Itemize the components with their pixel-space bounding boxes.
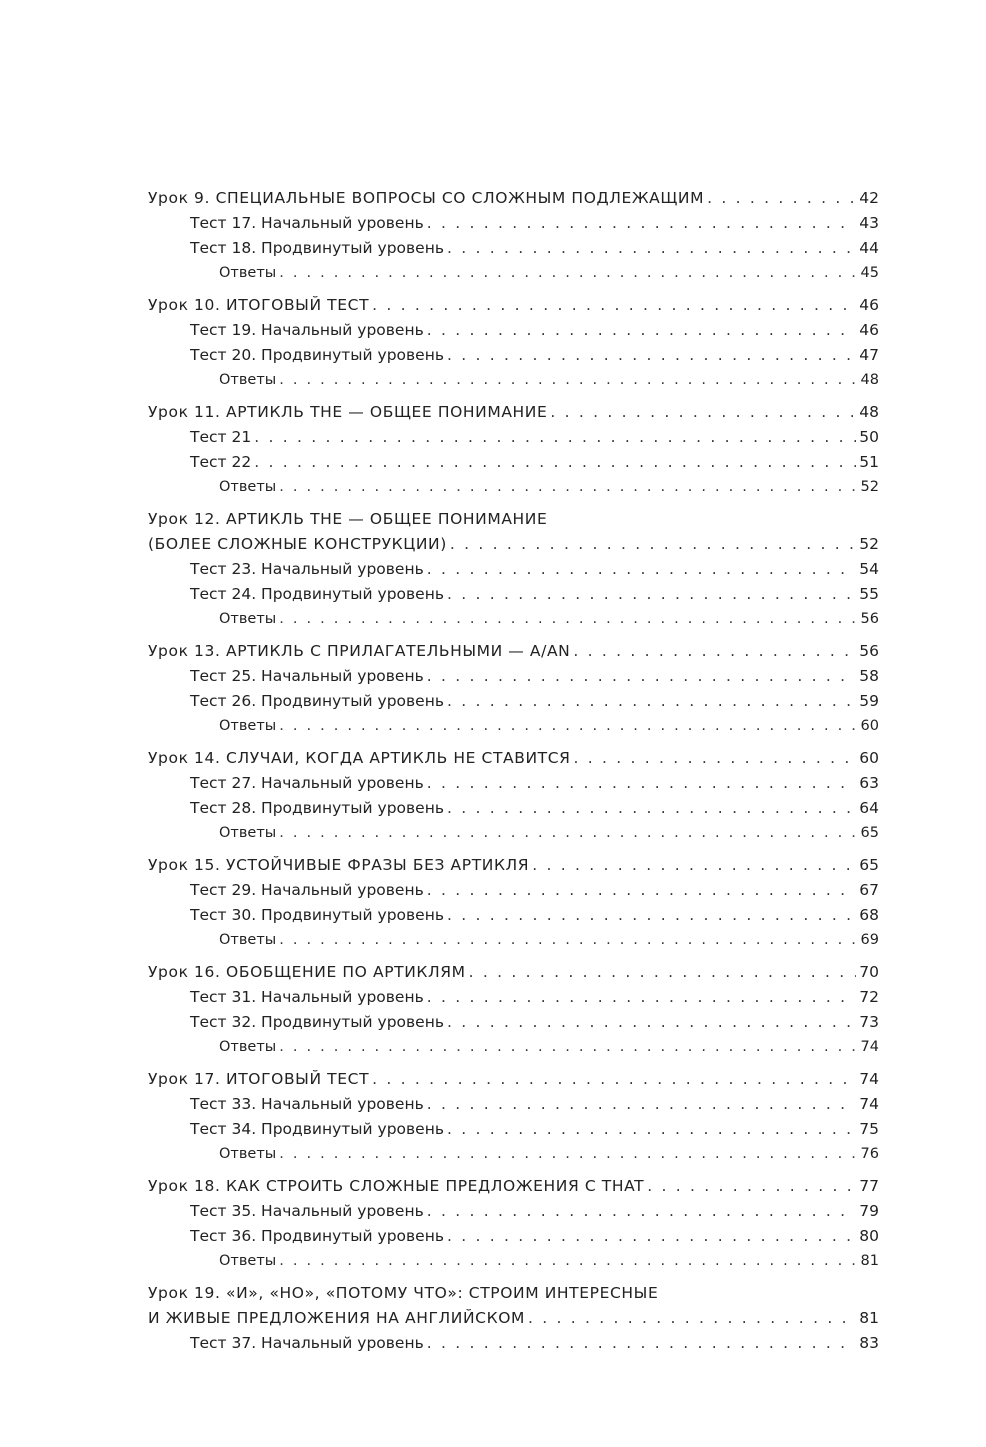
toc-lesson [148,500,879,632]
page-number: 45 [860,265,879,281]
toc-answers-row[interactable] [148,1142,879,1167]
toc-test-row[interactable] [148,664,879,689]
toc-lesson-row[interactable] [148,1306,879,1331]
test-label: Тест 26. Продвинутый уровень [190,692,444,710]
toc-answers-row[interactable] [148,714,879,739]
toc-test-row[interactable] [148,425,879,450]
dot-leader [427,1331,857,1356]
test-label: Тест 21 [190,428,252,446]
toc-lesson [148,632,879,739]
toc-test-row[interactable] [148,1331,879,1356]
page-number: 46 [859,296,879,314]
dot-leader [447,1010,856,1035]
test-label: Тест 33. Начальный уровень [190,1095,424,1113]
dot-leader [427,664,857,689]
test-label: Тест 37. Начальный уровень [190,1334,424,1352]
toc-test-row[interactable] [148,1117,879,1142]
toc-answers-row[interactable] [148,1035,879,1060]
page-number: 79 [859,1202,879,1220]
page-number: 48 [859,403,879,421]
dot-leader [279,1249,857,1274]
test-label: Тест 17. Начальный уровень [190,214,424,232]
test-label: Тест 23. Начальный уровень [190,560,424,578]
page-number: 54 [859,560,879,578]
page-number: 63 [859,774,879,792]
test-label: Тест 35. Начальный уровень [190,1202,424,1220]
dot-leader [550,400,856,425]
test-label: Тест 30. Продвинутый уровень [190,906,444,924]
toc-test-row[interactable] [148,318,879,343]
page-number: 59 [859,692,879,710]
dot-leader [279,1035,857,1060]
toc-lesson-row[interactable] [148,186,879,211]
lesson-title: (БОЛЕЕ СЛОЖНЫЕ КОНСТРУКЦИИ) [148,535,447,553]
test-label: Тест 34. Продвинутый уровень [190,1120,444,1138]
lesson-title: И ЖИВЫЕ ПРЕДЛОЖЕНИЯ НА АНГЛИЙСКОМ [148,1309,525,1327]
toc-test-row[interactable] [148,878,879,903]
dot-leader [647,1174,856,1199]
dot-leader [574,746,857,771]
dot-leader [707,186,856,211]
test-label: Тест 32. Продвинутый уровень [190,1013,444,1031]
page-number: 64 [859,799,879,817]
toc-lesson [148,739,879,846]
answers-label: Ответы [219,265,277,281]
page-number: 74 [859,1095,879,1113]
test-label: Тест 31. Начальный уровень [190,988,424,1006]
toc-lesson [148,1274,879,1356]
dot-leader [254,450,856,475]
toc-test-row[interactable] [148,796,879,821]
page-number: 76 [860,1146,879,1162]
toc-lesson-row[interactable] [148,960,879,985]
toc-lesson-row[interactable] [148,853,879,878]
page-number: 68 [859,906,879,924]
dot-leader [447,236,856,261]
answers-label: Ответы [219,1146,277,1162]
dot-leader [528,1306,856,1331]
page-number: 81 [859,1309,879,1327]
page-number: 43 [859,214,879,232]
page-number: 48 [860,372,879,388]
lesson-title: Урок 16. ОБОБЩЕНИЕ ПО АРТИКЛЯМ [148,963,466,981]
test-label: Тест 27. Начальный уровень [190,774,424,792]
answers-label: Ответы [219,372,277,388]
toc-test-row[interactable] [148,557,879,582]
page-number: 74 [859,1070,879,1088]
lesson-title: Урок 15. УСТОЙЧИВЫЕ ФРАЗЫ БЕЗ АРТИКЛЯ [148,856,530,874]
toc-lesson-row[interactable] [148,293,879,318]
toc-test-row[interactable] [148,211,879,236]
answers-label: Ответы [219,825,277,841]
dot-leader [279,368,857,393]
page-number: 47 [859,346,879,364]
test-label: Тест 36. Продвинутый уровень [190,1227,444,1245]
lesson-title-line1: Урок 19. «И», «НО», «ПОТОМУ ЧТО»: СТРОИМ ИНТЕРЕСНЫЕ [148,1284,659,1302]
test-label: Тест 29. Начальный уровень [190,881,424,899]
answers-label: Ответы [219,1039,277,1055]
answers-label: Ответы [219,1253,277,1269]
dot-leader [469,960,857,985]
lesson-title: Урок 10. ИТОГОВЫЙ ТЕСТ [148,296,370,314]
page-number: 81 [860,1253,879,1269]
lesson-title: Урок 14. СЛУЧАИ, КОГДА АРТИКЛЬ НЕ СТАВИТСЯ [148,749,571,767]
toc-test-row[interactable] [148,450,879,475]
lesson-title: Урок 18. КАК СТРОИТЬ СЛОЖНЫЕ ПРЕДЛОЖЕНИЯ С THAT [148,1177,645,1195]
toc-lesson-row[interactable] [148,1067,879,1092]
toc-answers-row[interactable] [148,607,879,632]
dot-leader [279,607,857,632]
toc-lesson [148,393,879,500]
page-number: 67 [859,881,879,899]
toc-lesson [148,1167,879,1274]
dot-leader [427,985,857,1010]
toc-answers-row[interactable] [148,475,879,500]
page-number: 44 [859,239,879,257]
dot-leader [447,1224,856,1249]
page-number: 69 [860,932,879,948]
dot-leader [532,853,856,878]
dot-leader [427,878,857,903]
page-number: 56 [860,611,879,627]
page-number: 60 [860,718,879,734]
toc-answers-row[interactable] [148,368,879,393]
toc-test-row[interactable] [148,1199,879,1224]
toc-lesson [148,846,879,953]
page-number: 50 [859,428,879,446]
toc-answers-row[interactable] [148,928,879,953]
answers-label: Ответы [219,479,277,495]
test-label: Тест 19. Начальный уровень [190,321,424,339]
lesson-title: Урок 9. СПЕЦИАЛЬНЫЕ ВОПРОСЫ СО СЛОЖНЫМ ПОДЛЕЖАЩИМ [148,189,705,207]
page-number: 52 [859,535,879,553]
toc-lesson-row[interactable] [148,532,879,557]
test-label: Тест 24. Продвинутый уровень [190,585,444,603]
toc-answers-row[interactable] [148,1249,879,1274]
test-label: Тест 25. Начальный уровень [190,667,424,685]
dot-leader [450,532,856,557]
test-label: Тест 20. Продвинутый уровень [190,346,444,364]
dot-leader [279,261,857,286]
dot-leader [427,211,857,236]
toc-test-row[interactable] [148,903,879,928]
toc-test-row[interactable] [148,1010,879,1035]
dot-leader [447,1117,856,1142]
toc-test-row[interactable] [148,1224,879,1249]
test-label: Тест 28. Продвинутый уровень [190,799,444,817]
page-number: 52 [860,479,879,495]
dot-leader [447,903,856,928]
page-number: 65 [859,856,879,874]
page-number: 83 [859,1334,879,1352]
dot-leader [427,557,857,582]
dot-leader [279,475,857,500]
dot-leader [427,771,857,796]
dot-leader [279,714,857,739]
toc-lesson-row[interactable] [148,400,879,425]
toc-test-row[interactable] [148,1092,879,1117]
lesson-title: Урок 17. ИТОГОВЫЙ ТЕСТ [148,1070,370,1088]
toc-answers-row[interactable] [148,821,879,846]
toc-test-row[interactable] [148,689,879,714]
toc-test-row[interactable] [148,771,879,796]
page-number: 80 [859,1227,879,1245]
dot-leader [427,318,857,343]
toc-lesson [148,953,879,1060]
page-number: 73 [859,1013,879,1031]
page-number: 75 [859,1120,879,1138]
lesson-title: Урок 13. АРТИКЛЬ С ПРИЛАГАТЕЛЬНЫМИ — A/AN [148,642,571,660]
table-of-contents [148,186,879,1356]
dot-leader [447,796,856,821]
toc-lesson [148,1060,879,1167]
page-number: 46 [859,321,879,339]
answers-label: Ответы [219,932,277,948]
toc-answers-row[interactable] [148,261,879,286]
test-label: Тест 22 [190,453,252,471]
dot-leader [279,821,857,846]
page-number: 70 [859,963,879,981]
lesson-title-line1: Урок 12. АРТИКЛЬ THE — ОБЩЕЕ ПОНИМАНИЕ [148,510,548,528]
page-number: 65 [860,825,879,841]
dot-leader [254,425,856,450]
dot-leader [372,293,856,318]
dot-leader [279,1142,857,1167]
dot-leader [427,1199,857,1224]
page-number: 55 [859,585,879,603]
toc-test-row[interactable] [148,343,879,368]
toc-lesson [148,286,879,393]
dot-leader [279,928,857,953]
page-number: 58 [859,667,879,685]
toc-lesson-row[interactable] [148,1174,879,1199]
page-number: 74 [860,1039,879,1055]
page-number: 51 [859,453,879,471]
toc-lesson-row[interactable] [148,746,879,771]
dot-leader [372,1067,856,1092]
dot-leader [427,1092,857,1117]
page-number: 56 [859,642,879,660]
test-label: Тест 18. Продвинутый уровень [190,239,444,257]
dot-leader [447,689,856,714]
toc-test-row[interactable] [148,985,879,1010]
toc-test-row[interactable] [148,582,879,607]
toc-test-row[interactable] [148,236,879,261]
dot-leader [447,582,856,607]
toc-lesson-row[interactable] [148,639,879,664]
page-number: 72 [859,988,879,1006]
answers-label: Ответы [219,718,277,734]
page-number: 77 [859,1177,879,1195]
toc-lesson [148,186,879,286]
lesson-title: Урок 11. АРТИКЛЬ THE — ОБЩЕЕ ПОНИМАНИЕ [148,403,548,421]
page-number: 60 [859,749,879,767]
answers-label: Ответы [219,611,277,627]
dot-leader [447,343,856,368]
page-number: 42 [859,189,879,207]
dot-leader [573,639,856,664]
